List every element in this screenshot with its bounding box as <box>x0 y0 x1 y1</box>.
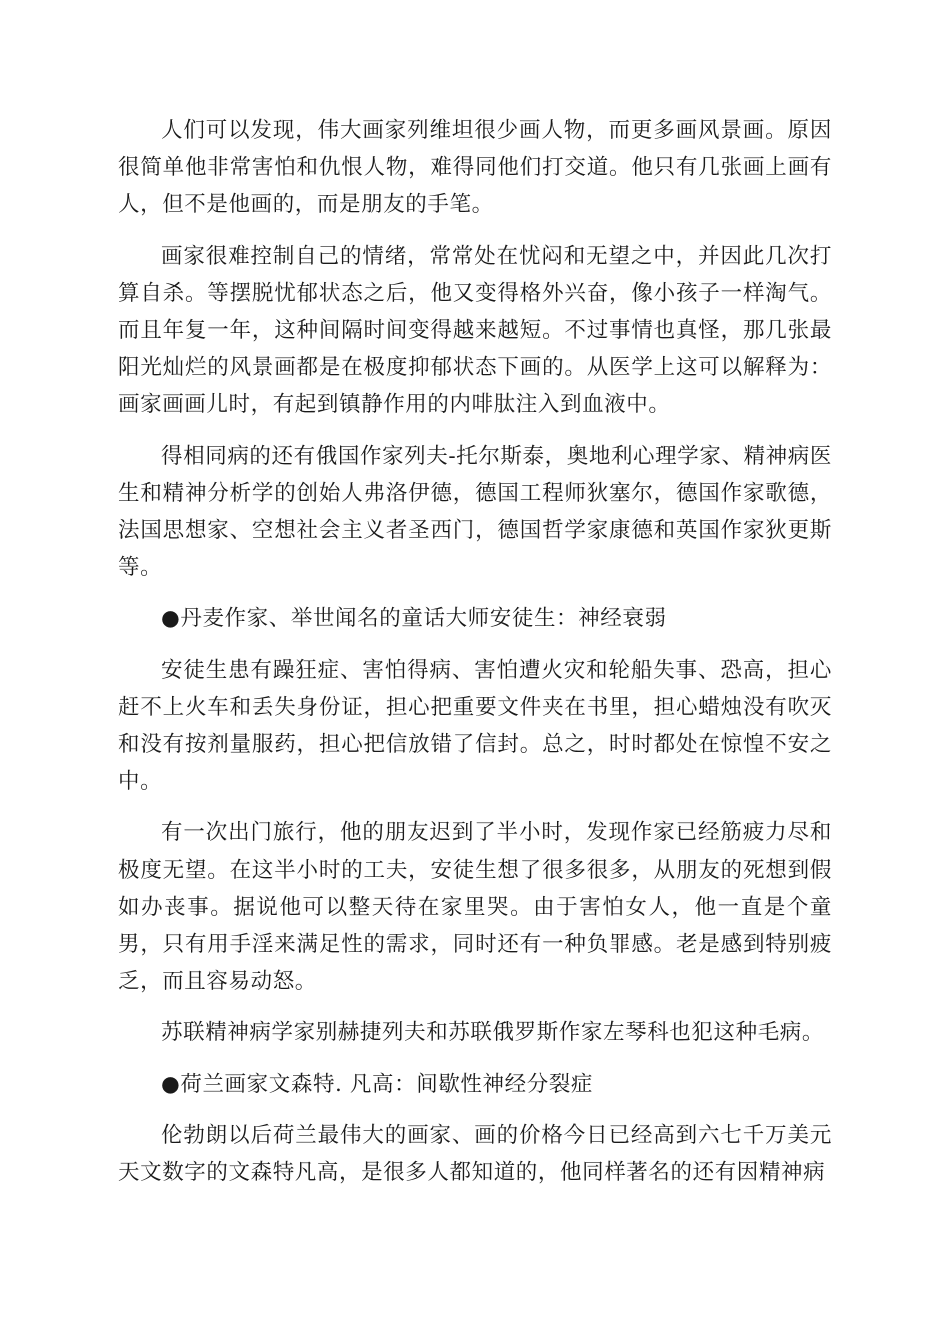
document-page <box>118 112 832 1205</box>
paragraph-andersen-travel: 有一次出门旅行，他的朋友迟到了半小时，发现作家已经筋疲力尽和极度无望。在这半小时的工夫，安徒生想了很多很多，从朋友的死想到假如办丧事。据说他可以整天待在家里哭。由于害怕女人，他一直是个童男，只有用手淫来满足性的需求，同时还有一种负罪感。老是感到特别疲乏，而且容易动怒。 <box>118 820 832 995</box>
paragraph-van-gogh-intro: 伦勃朗以后荷兰最伟大的画家、画的价格今日已经高到六七千万美元天文数字的文森特凡高，是很多人都知道的，他同样著名的还有因精神病 <box>118 1122 832 1186</box>
paragraph-andersen-fears: 安徒生患有躁狂症、害怕得病、害怕遭火灾和轮船失事、恐高，担心赶不上火车和丢失身份证，担心把重要文件夹在书里，担心蜡烛没有吹灭和没有按剂量服药，担心把信放错了信封。总之，时时都处在惊惶不安之中。 <box>118 657 832 795</box>
paragraph-levitan-intro: 人们可以发现，伟大画家列维坦很少画人物，而更多画风景画。原因很简单他非常害怕和仇恨人物，难得同他们打交道。他只有几张画上画有人，但不是他画的，而是朋友的手笔。 <box>118 118 832 218</box>
section-heading-van-gogh: ●荷兰画家文森特. 凡高：间歇性神经分裂症 <box>161 1071 594 1097</box>
paragraph-soviet-cases: 苏联精神病学家别赫捷列夫和苏联俄罗斯作家左琴科也犯这种毛病。 <box>161 1020 825 1046</box>
paragraph-same-illness: 得相同病的还有俄国作家列夫-托尔斯泰，奥地利心理学家、精神病医生和精神分析学的创始人弗洛伊德，德国工程师狄塞尔，德国作家歌德，法国思想家、空想社会主义者圣西门，德国哲学家康德和英国作家狄更斯等。 <box>118 443 832 581</box>
paragraph-levitan-mood: 画家很难控制自己的情绪，常常处在忧闷和无望之中，并因此几次打算自杀。等摆脱忧郁状态之后，他又变得格外兴奋，像小孩子一样淘气。而且年复一年，这种间隔时间变得越来越短。不过事情也真怪，那几张最阳光灿烂的风景画都是在极度抑郁状态下画的。从医学上这可以解释为：画家画画儿时，有起到镇静作用的内啡肽注入到血液中。 <box>118 243 832 418</box>
section-heading-andersen: ●丹麦作家、举世闻名的童话大师安徒生：神经衰弱 <box>161 606 667 632</box>
